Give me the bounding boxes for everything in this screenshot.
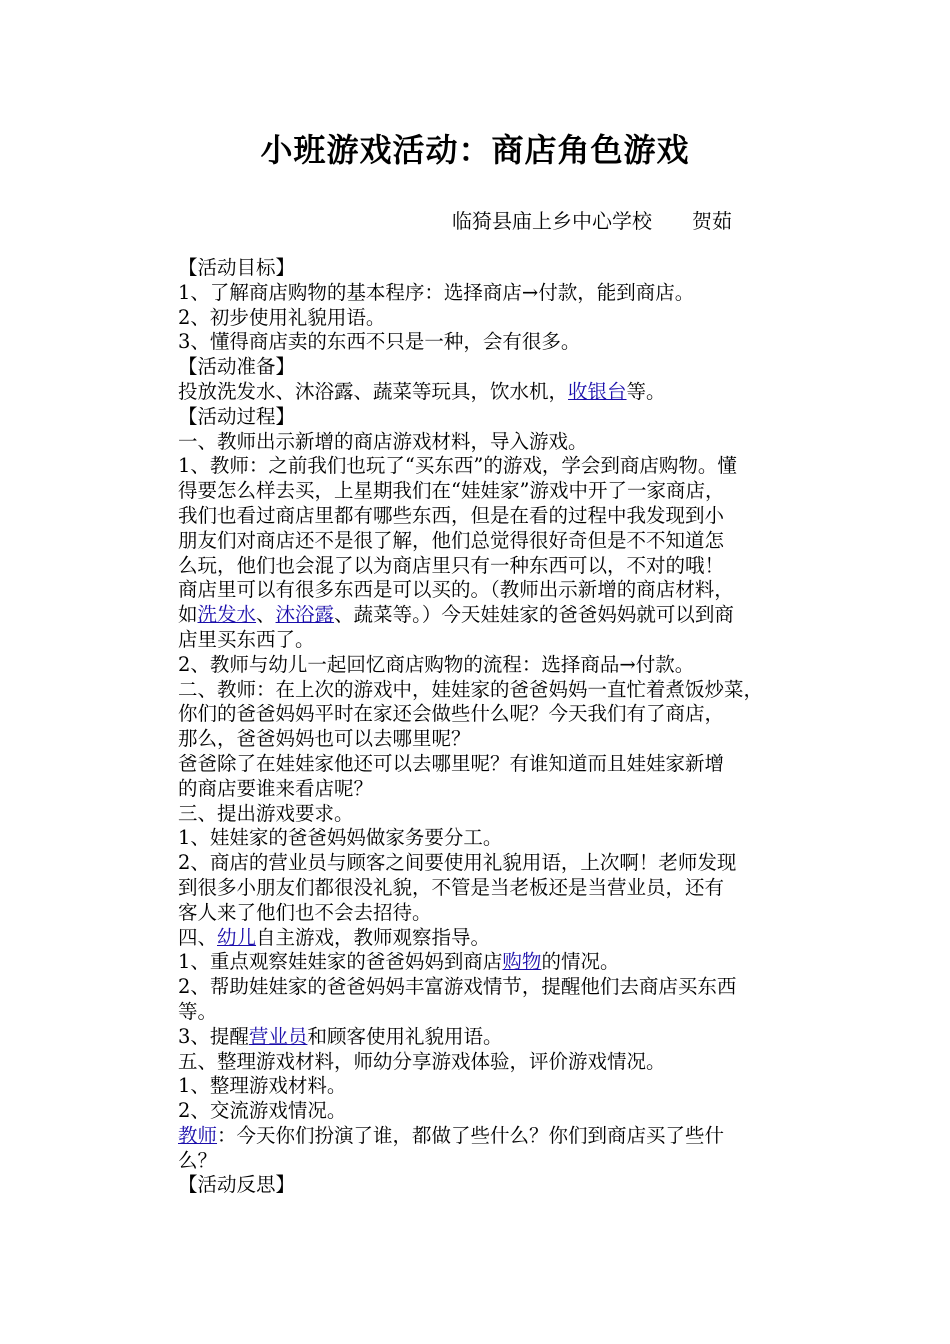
paragraph-line: 得要怎么样去买，上星期我们在“娃娃家”游戏中开了一家商店， bbox=[178, 479, 725, 503]
text-segment: 、 bbox=[256, 603, 276, 627]
paragraph-line bbox=[178, 603, 818, 628]
text-segment: 等。 bbox=[626, 379, 666, 403]
paragraph-line: 1、娃娃家的爸爸妈妈做家务要分工。 bbox=[178, 826, 503, 850]
section-heading-goals: 【活动目标】 bbox=[178, 256, 296, 279]
paragraph-line: 到很多小朋友们都很没礼貌，不管是当老板还是当营业员，还有 bbox=[178, 875, 725, 899]
text-segment: 1、重点观察娃娃家的爸爸妈妈到商店 bbox=[178, 950, 503, 974]
text-segment: 的情况。 bbox=[541, 950, 620, 974]
link-body-wash[interactable]: 沐浴露 bbox=[275, 603, 335, 627]
paragraph-line: 那么，爸爸妈妈也可以去哪里呢？ bbox=[178, 727, 471, 751]
paragraph-line: 么？ bbox=[178, 1148, 218, 1172]
paragraph-line: 么玩，他们也会混了以为商店里只有一种东西可以，不对的哦！ bbox=[178, 553, 725, 577]
text-segment: 如 bbox=[178, 603, 198, 627]
link-cash-register[interactable]: 收银台 bbox=[568, 379, 627, 403]
paragraph-line: 我们也看过商店里都有哪些东西，但是在看的过程中我发现到小 bbox=[178, 503, 725, 527]
paragraph-line: 店里买东西了。 bbox=[178, 627, 315, 651]
paragraph-line: 2、商店的营业员与顾客之间要使用礼貌用语，上次啊！老师发现 bbox=[178, 851, 737, 875]
paragraph-line: 爸爸除了在娃娃家他还可以去哪里呢？有谁知道而且娃娃家新增 bbox=[178, 751, 725, 775]
paragraph-line: 2、教师与幼儿一起回忆商店购物的流程：选择商品→付款。 bbox=[178, 652, 695, 676]
paragraph-line: 等。 bbox=[178, 999, 218, 1023]
document-title: 小班游戏活动：商店角色游戏 bbox=[260, 131, 690, 169]
text-segment: 投放洗发水、沐浴露、蔬菜等玩具，饮水机， bbox=[178, 379, 569, 403]
link-shopping[interactable]: 购物 bbox=[502, 950, 542, 974]
link-teacher[interactable]: 教师 bbox=[178, 1123, 218, 1147]
link-salesperson[interactable]: 营业员 bbox=[248, 1024, 308, 1048]
link-shampoo[interactable]: 洗发水 bbox=[197, 603, 257, 627]
paragraph-line: 二、教师：在上次的游戏中，娃娃家的爸爸妈妈一直忙着煮饭炒菜， bbox=[178, 677, 764, 701]
paragraph-line bbox=[178, 1124, 818, 1149]
paragraph-line: 的商店要谁来看店呢？ bbox=[178, 776, 374, 800]
paragraph-line bbox=[178, 380, 818, 405]
paragraph-line bbox=[178, 950, 818, 975]
paragraph-line: 你们的爸爸妈妈平时在家还会做些什么呢？今天我们有了商店， bbox=[178, 702, 725, 726]
document-body bbox=[178, 256, 818, 1198]
paragraph-line: 1、了解商店购物的基本程序：选择商店→付款，能到商店。 bbox=[178, 280, 695, 304]
paragraph-line: 1、教师：之前我们也玩了“买东西”的游戏，学会到商店购物。懂 bbox=[178, 454, 737, 478]
text-segment: 3、提醒 bbox=[178, 1024, 249, 1048]
text-segment: 、蔬菜等。）今天娃娃家的爸爸妈妈就可以到商 bbox=[334, 603, 734, 627]
link-children[interactable]: 幼儿 bbox=[217, 925, 257, 949]
paragraph-line: 2、初步使用礼貌用语。 bbox=[178, 305, 386, 329]
text-segment: 自主游戏，教师观察指导。 bbox=[256, 925, 491, 949]
paragraph-line: 三、提出游戏要求。 bbox=[178, 801, 354, 825]
section-heading-preparation: 【活动准备】 bbox=[178, 355, 296, 379]
paragraph-line: 2、帮助娃娃家的爸爸妈妈丰富游戏情节，提醒他们去商店买东西 bbox=[178, 975, 737, 999]
author-line: 临猗县庙上乡中心学校 贺茹 bbox=[452, 209, 732, 233]
section-heading-process: 【活动过程】 bbox=[178, 404, 296, 428]
paragraph-line: 五、整理游戏材料，师幼分享游戏体验，评价游戏情况。 bbox=[178, 1049, 666, 1073]
paragraph-line: 商店里可以有很多东西是可以买的。（教师出示新增的商店材料， bbox=[178, 578, 734, 602]
paragraph-line: 1、整理游戏材料。 bbox=[178, 1074, 347, 1098]
section-heading-reflection: 【活动反思】 bbox=[178, 1173, 296, 1197]
text-segment: ：今天你们扮演了谁，都做了些什么？你们到商店买了些什 bbox=[217, 1123, 725, 1147]
paragraph-line: 3、懂得商店卖的东西不只是一种，会有很多。 bbox=[178, 330, 581, 354]
paragraph-line bbox=[178, 1025, 818, 1050]
paragraph-line bbox=[178, 926, 818, 951]
paragraph-line: 一、教师出示新增的商店游戏材料，导入游戏。 bbox=[178, 429, 588, 453]
paragraph-line: 朋友们对商店还不是很了解，他们总觉得很好奇但是不不知道怎 bbox=[178, 528, 725, 552]
text-segment: 四、 bbox=[178, 925, 218, 949]
paragraph-line: 客人来了他们也不会去招待。 bbox=[178, 900, 432, 924]
paragraph-line: 2、交流游戏情况。 bbox=[178, 1099, 347, 1123]
text-segment: 和顾客使用礼貌用语。 bbox=[307, 1024, 503, 1048]
